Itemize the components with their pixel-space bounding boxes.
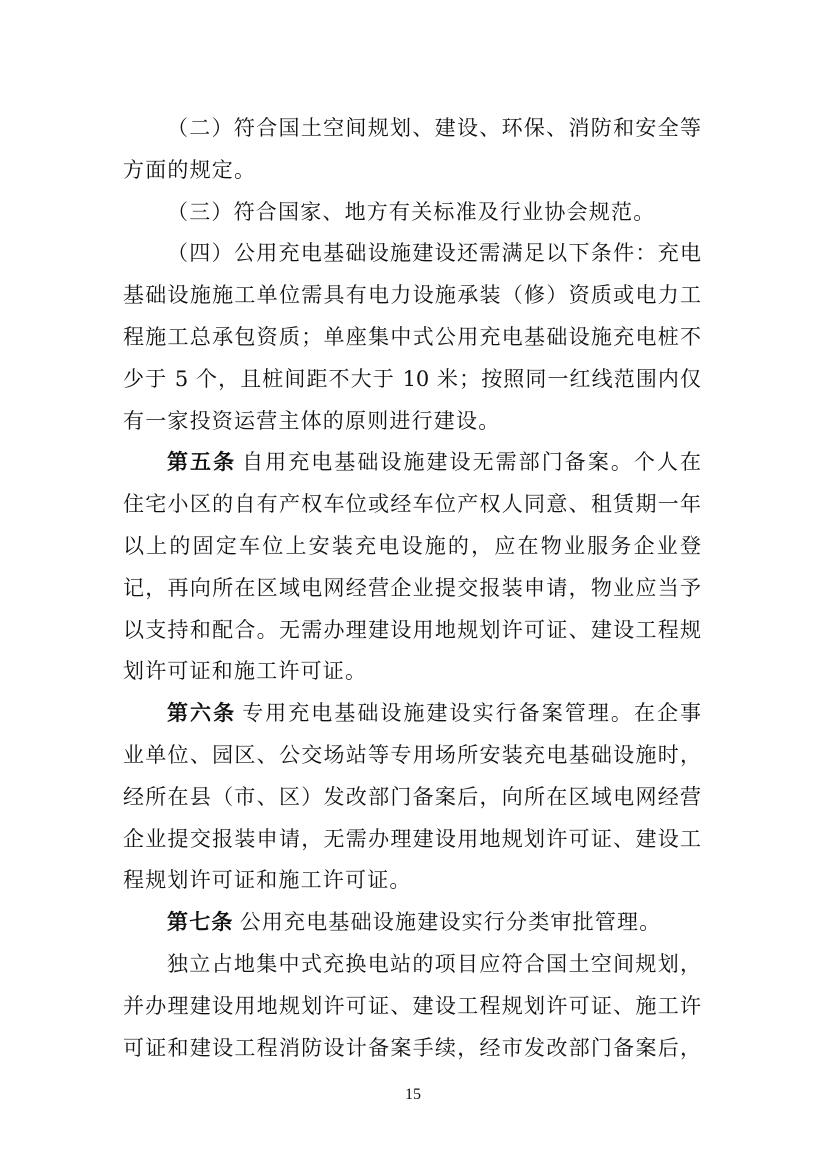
line-text: 并办理建设用地规划许可证、建设工程规划许可证、施工许: [123, 993, 701, 1018]
text-line: [167, 197, 701, 227]
text-line: [123, 531, 701, 561]
article-heading: 第七条: [167, 909, 234, 935]
line-text: 少于 5 个，且桩间距不大于 10 米；按照同一红线范围内仅: [123, 366, 701, 391]
line-text: 可证和建设工程消防设计备案手续，经市发改部门备案后，: [123, 1035, 701, 1060]
text-line: [123, 155, 701, 185]
text-line: [167, 238, 701, 268]
text-line: [167, 907, 701, 937]
text-line: [123, 615, 701, 645]
article-heading: 第六条: [167, 700, 237, 726]
text-line: [123, 1033, 701, 1063]
line-text: 记，再向所在区域电网经营企业提交报装申请，物业应当予: [123, 575, 701, 600]
text-line: [123, 740, 701, 770]
line-text: 有一家投资运营主体的原则进行建设。: [123, 408, 501, 433]
line-text: 公用充电基础设施建设实行分类审批管理。: [239, 910, 662, 935]
text-line: [123, 991, 701, 1021]
line-text: 以支持和配合。无需办理建设用地规划许可证、建设工程规: [123, 617, 701, 642]
page-number: 15: [405, 1086, 421, 1103]
line-text: 专用充电基础设施建设实行备案管理。在企事: [242, 701, 702, 726]
text-line: [167, 113, 701, 143]
line-text: 业单位、园区、公交场站等专用场所安装充电基础设施时，: [123, 743, 701, 767]
text-line: [123, 364, 701, 394]
text-line: [123, 406, 701, 436]
text-line: [123, 280, 701, 310]
text-line: [123, 782, 701, 812]
text-line: [123, 656, 701, 686]
line-text: 以上的固定车位上安装充电设施的，应在物业服务企业登: [123, 534, 701, 558]
line-text: 自用充电基础设施建设无需部门备案。个人在: [242, 450, 702, 475]
line-text: 住宅小区的自有产权车位或经车位产权人同意、租赁期一年: [123, 492, 701, 517]
text-line: [123, 322, 701, 352]
article-heading: 第五条: [167, 449, 237, 475]
line-text: 程规划许可证和施工许可证。: [123, 868, 412, 893]
line-text: 企业提交报装申请，无需办理建设用地规划许可证、建设工: [123, 826, 701, 851]
text-line: [123, 489, 701, 519]
line-text: 划许可证和施工许可证。: [123, 659, 368, 684]
text-line: [123, 865, 701, 895]
line-text: 程施工总承包资质；单座集中式公用充电基础设施充电桩不: [123, 325, 701, 349]
line-text: 基础设施施工单位需具有电力设施承装（修）资质或电力工: [123, 283, 701, 308]
line-text: 独立占地集中式充换电站的项目应符合国土空间规划，: [167, 952, 701, 976]
line-text: 方面的规定。: [123, 157, 257, 182]
text-line: [167, 698, 701, 728]
text-line: [167, 447, 701, 477]
line-text: （二）符合国土空间规划、建设、环保、消防和安全等: [167, 116, 701, 140]
line-text: （三）符合国家、地方有关标准及行业协会规范。: [167, 199, 656, 224]
line-text: 经所在县（市、区）发改部门备案后，向所在区域电网经营: [123, 784, 701, 809]
text-line: [123, 824, 701, 854]
text-line: [123, 573, 701, 603]
text-line: [167, 949, 701, 979]
line-text: （四）公用充电基础设施建设还需满足以下条件：充电: [167, 241, 701, 266]
